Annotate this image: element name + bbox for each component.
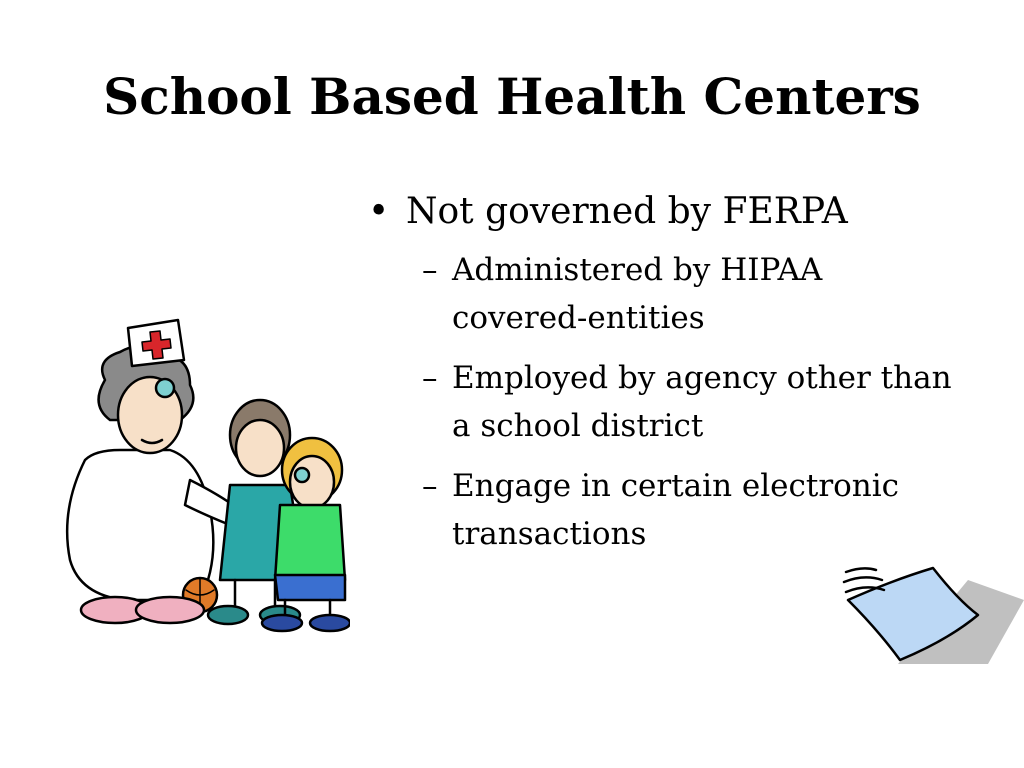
bullet-list xyxy=(368,190,968,558)
slide-title: School Based Health Centers xyxy=(103,67,921,126)
sub-bullet-text: Engage in certain electronic transactions xyxy=(452,468,900,552)
paper-document-clipart xyxy=(838,560,1024,664)
sub-bullet-item xyxy=(422,246,968,342)
bullet-text: Not governed by FERPA xyxy=(406,191,848,232)
sub-bullet-mark: – xyxy=(422,252,438,288)
sub-bullet-text: Employed by agency other than a school district xyxy=(452,360,952,444)
sub-bullet-text: Administered by HIPAA covered-entities xyxy=(452,252,823,336)
nurse-with-children-clipart xyxy=(50,310,350,640)
bullet-item xyxy=(368,190,968,234)
sub-bullet-item xyxy=(422,354,968,450)
bullet-mark: • xyxy=(368,191,390,232)
sub-bullet-item xyxy=(422,462,968,558)
sub-bullet-mark: – xyxy=(422,468,438,504)
sub-bullet-mark: – xyxy=(422,360,438,396)
